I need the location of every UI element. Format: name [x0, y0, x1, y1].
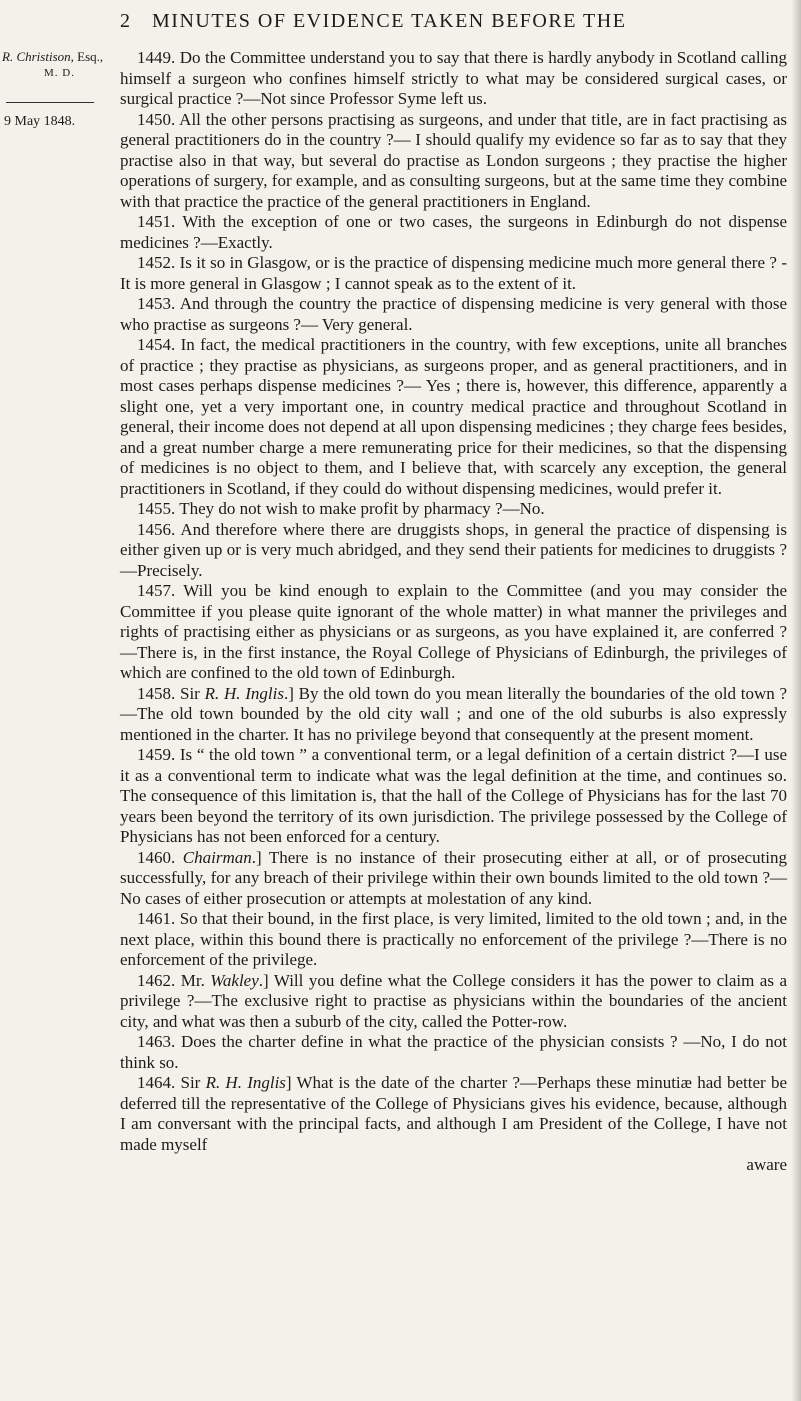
evidence-paragraph: 1450. All the other persons practising as surgeons, and under that title, are in fact practising as general practitioners do in the country ?— I should qualify my evidence so far as to say that they practise also in that way, but several do practise as London surgeons ; they practise the higher operations of surgery, for example, and as consulting surgeons, but at the same time they combine with that practice the practice of the general practitioners in England.	[120, 109, 787, 211]
witness-degree: M. D.	[44, 67, 75, 79]
evidence-paragraph: 1455. They do not wish to make profit by pharmacy ?—No.	[137, 499, 545, 518]
evidence-paragraph: 1451. With the exception of one or two cases, the surgeons in Edinburgh do not dispense medicines ?—Exactly.	[120, 212, 787, 252]
catchword: aware	[746, 1155, 787, 1174]
margin-note	[0, 48, 105, 130]
evidence-paragraph: 1458. Sir R. H. Inglis.] By the old town do you mean literally the boundaries of the old town ?—The old town bounded by the old city wall ; and one of the old suburbs is also expressly mentioned in the charter. It has no privilege beyond that consequently at the present moment.	[120, 683, 788, 744]
page-header	[0, 4, 801, 38]
evidence-paragraph: 1464. Sir R. H. Inglis] What is the date of the charter ?—Perhaps these minutiæ had better be deferred till the representative of the College of Physicians gives his evidence, because, although I am conversant with the principal facts, and although I am President of the College, I have not made myself	[120, 1073, 787, 1154]
evidence-paragraph: 1460. Chairman.] There is no instance of their prosecuting either at all, or of prosecuting successfully, for any breach of their privilege within their own bounds limited to the old town ?—No cases of either prosecution or attempts at molestation of any kind.	[120, 847, 788, 908]
witness-name: R. Christison,	[2, 49, 74, 64]
evidence-text	[120, 48, 787, 1176]
witness-title: Esq.,	[77, 49, 104, 64]
evidence-paragraph: 1457. Will you be kind enough to explain to the Committee (and you may consider the Committee if you please quite ignorant of the whole matter) in what manner the privileges and rights of practising either as physicians or as surgeons, as you have explained it, are conferred ?—There is, in the first instance, the Royal College of Physicians of Edinburgh, the privileges of which are confined to the old town of Edinburgh.	[120, 581, 787, 682]
margin-divider	[6, 102, 94, 103]
evidence-paragraph: 1454. In fact, the medical practitioners in the country, with few exceptions, unite all branches of practice ; they practise as physicians, as surgeons proper, and as general practitioners, and in most cases perhaps dispense medicines ?— Yes ; there is, however, this difference, apparently a slight one, yet a very important one, in country medical practice and throughout Scotland in general, their income does not depend at all upon dispensing medicines ; they charge fees besides, and a great number charge a mere remunerating price for their medicines, so that the dispensing of medicines is no object to them, and I believe that, with scarcely any exception, the general practitioners in Scotland, if they could do without dispensing medicines, would prefer it.	[120, 335, 787, 498]
evidence-paragraph: 1452. Is it so in Glasgow, or is the practice of dispensing medicine much more general there ? - It is more general in Glasgow ; I cannot speak as to the extent of it.	[120, 253, 787, 293]
evidence-paragraph: 1462. Mr. Wakley.] Will you define what the College considers it has the power to claim as a privilege ?—The exclusive right to practise as physicians within the boundaries of the ancient city, and what was then a suburb of the city, called the Potter-row.	[120, 970, 787, 1031]
evidence-paragraph: 1461. So that their bound, in the first place, is very limited, limited to the old town ; and, in the next place, within this bound there is practically no enforcement of the privilege ?—There is no enforcement of the privilege.	[120, 909, 787, 969]
evidence-paragraph: 1453. And through the country the practice of dispensing medicine is very general with those who practise as surgeons ?— Very general.	[120, 294, 787, 334]
hearing-date: 9 May 1848.	[4, 114, 76, 129]
page-number: 2	[120, 10, 131, 32]
evidence-paragraph: 1449. Do the Committee understand you to say that there is hardly anybody in Scotland calling himself a surgeon who confines himself strictly to what may be considered surgical cases, or surgical practice ?—Not since Professor Syme left us.	[120, 48, 787, 108]
running-head: MINUTES OF EVIDENCE TAKEN BEFORE THE	[152, 10, 627, 32]
evidence-paragraph: 1463. Does the charter define in what the practice of the physician consists ? —No, I do not think so.	[120, 1032, 787, 1072]
witness-name-line	[0, 48, 105, 65]
evidence-paragraph: 1459. Is “ the old town ” a conventional term, or a legal definition of a certain district ?—I use it as a conventional term to indicate what was the legal definition at the time, and continues so. The consequence of this limitation is, that the hall of the College of Physicians has for the last 70 years been beyond the territory of its own jurisdiction. The privilege possessed by the College of Physicians has not been enforced for a century.	[120, 745, 787, 846]
evidence-paragraph: 1456. And therefore where there are druggists shops, in general the practice of dispensing is either given up or is very much abridged, and they send their patients for medicines to druggists ?—Precisely.	[120, 519, 787, 580]
page-edge-shadow	[791, 0, 801, 1401]
